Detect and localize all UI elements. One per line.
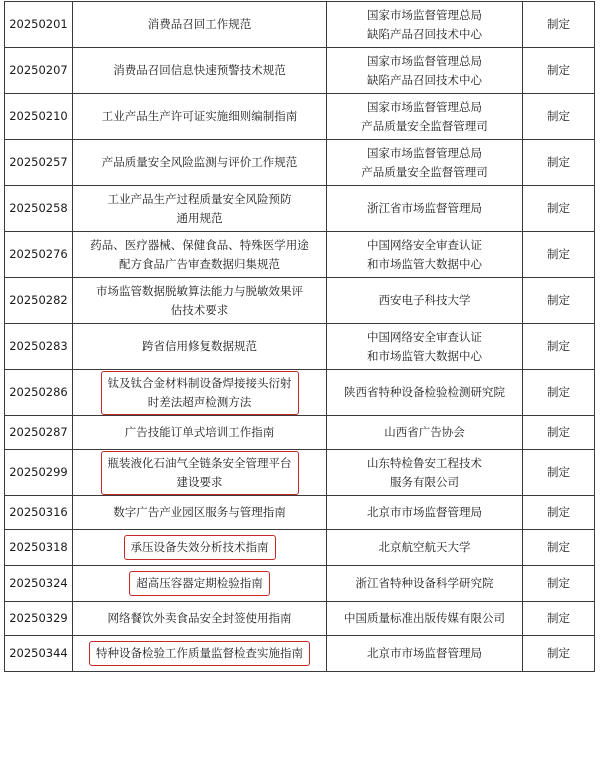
standard-name [73,2,327,48]
standard-name [73,416,327,450]
project-type: 制定 [523,496,595,530]
project-type: 制定 [523,278,595,324]
standard-name-box: 钛及钛合金材料制设备焊接接头衍射 时差法超声检测方法 [101,371,299,415]
project-type: 制定 [523,416,595,450]
table-row [5,232,595,278]
standard-number: 20250329 [5,602,73,636]
project-type: 制定 [523,324,595,370]
project-type: 制定 [523,636,595,672]
table-row [5,324,595,370]
table-row [5,186,595,232]
standards-table [4,1,595,672]
drafting-unit: 浙江省特种设备科学研究院 [327,566,523,602]
project-type: 制定 [523,602,595,636]
project-type: 制定 [523,140,595,186]
standard-number: 20250276 [5,232,73,278]
table-row [5,602,595,636]
project-type: 制定 [523,2,595,48]
standard-name [73,496,327,530]
project-type: 制定 [523,186,595,232]
drafting-unit: 国家市场监督管理总局 产品质量安全监督管理司 [327,140,523,186]
standard-name-box: 消费品召回信息快速预警技术规范 [113,63,286,77]
standard-name-box: 承压设备失效分析技术指南 [124,535,276,560]
standard-number: 20250287 [5,416,73,450]
drafting-unit: 陕西省特种设备检验检测研究院 [327,370,523,416]
standard-number: 20250282 [5,278,73,324]
project-type: 制定 [523,48,595,94]
project-type: 制定 [523,566,595,602]
standard-name-box: 药品、医疗器械、保健食品、特殊医学用途 配方食品广告审查数据归集规范 [90,237,309,271]
standard-name [73,566,327,602]
standard-name-box: 特种设备检验工作质量监督检查实施指南 [89,641,310,666]
standard-name-box: 超高压容器定期检验指南 [129,571,270,596]
standard-name-box: 工业产品生产许可证实施细则编制指南 [101,109,298,123]
project-type: 制定 [523,450,595,496]
table-row [5,450,595,496]
standard-name [73,186,327,232]
table-row [5,636,595,672]
standard-name-box: 跨省信用修复数据规范 [142,339,257,353]
drafting-unit: 西安电子科技大学 [327,278,523,324]
project-type: 制定 [523,94,595,140]
standard-name [73,48,327,94]
standard-number: 20250210 [5,94,73,140]
standard-name [73,94,327,140]
table-row [5,2,595,48]
table-row [5,278,595,324]
standard-number: 20250201 [5,2,73,48]
standard-name-box: 网络餐饮外卖食品安全封签使用指南 [107,611,292,625]
standard-name [73,324,327,370]
standard-name-box: 广告技能订单式培训工作指南 [124,425,275,439]
table-row [5,566,595,602]
drafting-unit: 山西省广告协会 [327,416,523,450]
drafting-unit: 北京市市场监督管理局 [327,636,523,672]
standard-number: 20250299 [5,450,73,496]
standard-name-box: 市场监管数据脱敏算法能力与脱敏效果评 估技术要求 [96,283,303,317]
standard-name-box: 瓶装液化石油气全链条安全管理平台 建设要求 [101,451,299,495]
project-type: 制定 [523,370,595,416]
standard-name [73,636,327,672]
table-row [5,416,595,450]
standard-number: 20250258 [5,186,73,232]
standard-number: 20250344 [5,636,73,672]
drafting-unit: 国家市场监督管理总局 缺陷产品召回技术中心 [327,2,523,48]
standard-name-box: 数字广告产业园区服务与管理指南 [113,505,286,519]
standard-number: 20250318 [5,530,73,566]
standard-name [73,530,327,566]
project-type: 制定 [523,232,595,278]
table-row [5,370,595,416]
drafting-unit: 中国网络安全审查认证 和市场监管大数据中心 [327,324,523,370]
standard-name-box: 工业产品生产过程质量安全风险预防 通用规范 [107,191,292,225]
table-row [5,48,595,94]
project-type: 制定 [523,530,595,566]
drafting-unit: 山东特检鲁安工程技术 服务有限公司 [327,450,523,496]
standard-name-box: 产品质量安全风险监测与评价工作规范 [101,155,298,169]
standard-name [73,450,327,496]
standard-number: 20250257 [5,140,73,186]
standard-name [73,370,327,416]
table-row [5,140,595,186]
drafting-unit: 国家市场监督管理总局 缺陷产品召回技术中心 [327,48,523,94]
table-row [5,530,595,566]
standard-number: 20250324 [5,566,73,602]
standard-number: 20250283 [5,324,73,370]
drafting-unit: 北京航空航天大学 [327,530,523,566]
standard-name-box: 消费品召回工作规范 [147,17,252,31]
drafting-unit: 中国质量标准出版传媒有限公司 [327,602,523,636]
drafting-unit: 中国网络安全审查认证 和市场监管大数据中心 [327,232,523,278]
drafting-unit: 国家市场监督管理总局 产品质量安全监督管理司 [327,94,523,140]
drafting-unit: 北京市市场监督管理局 [327,496,523,530]
standard-name [73,278,327,324]
standard-name [73,602,327,636]
standard-name [73,140,327,186]
standard-name [73,232,327,278]
standard-number: 20250286 [5,370,73,416]
table-row [5,94,595,140]
standard-number: 20250207 [5,48,73,94]
standard-number: 20250316 [5,496,73,530]
table-row [5,496,595,530]
drafting-unit: 浙江省市场监督管理局 [327,186,523,232]
